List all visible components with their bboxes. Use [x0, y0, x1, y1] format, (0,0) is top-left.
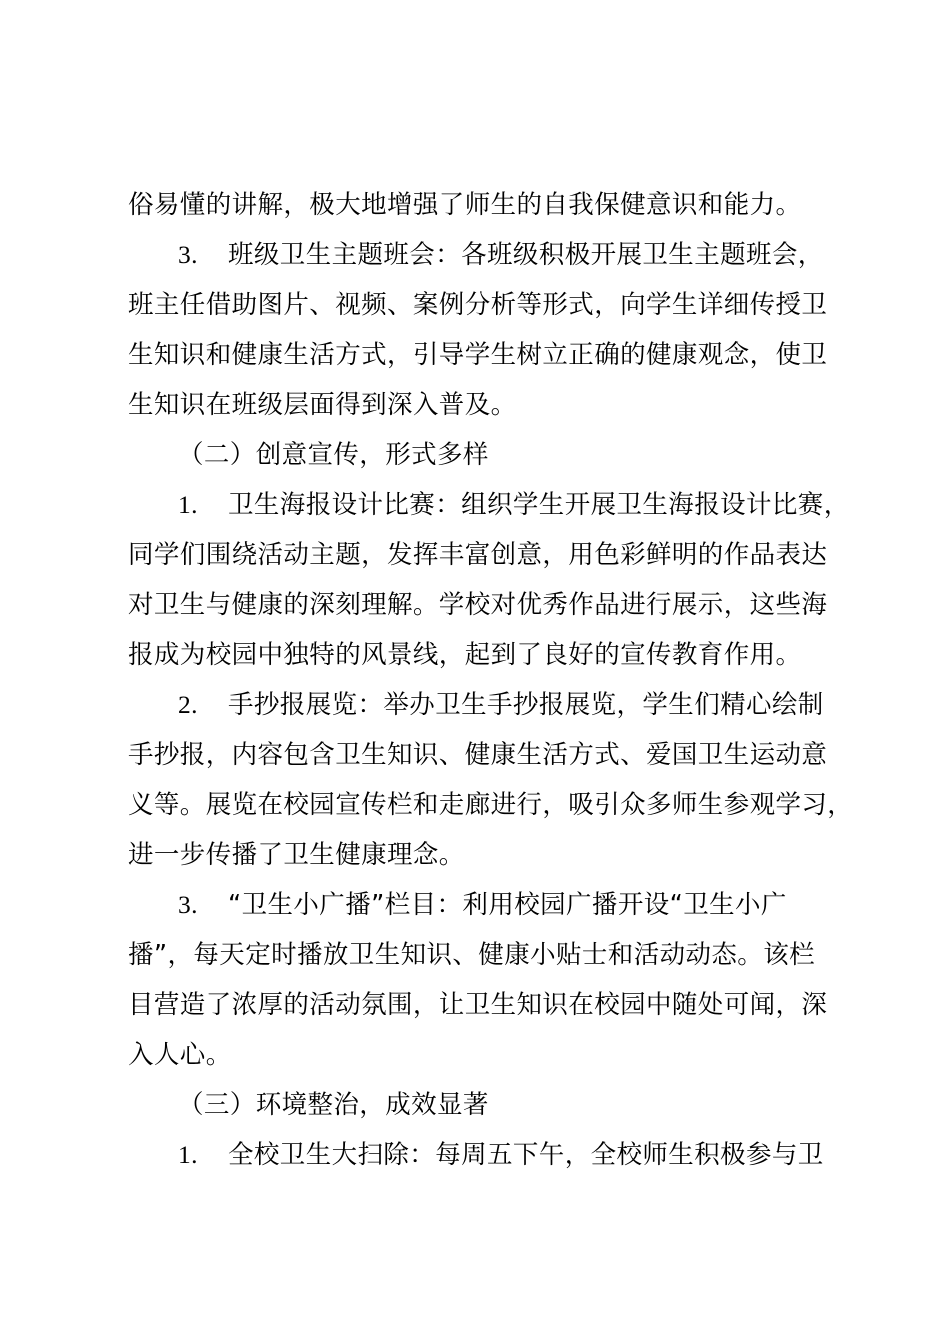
list-item-line: 3. 班级卫生主题班会：各班级积极开展卫生主题班会，: [178, 240, 824, 270]
body-line: 义等。展览在校园宣传栏和走廊进行，吸引众多师生参观学习，: [128, 790, 854, 820]
body-line: 生知识和健康生活方式，引导学生树立正确的健康观念，使卫: [128, 340, 828, 370]
list-item-line: 1. 卫生海报设计比赛：组织学生开展卫生海报设计比赛，: [178, 490, 850, 520]
body-line: 入人心。: [128, 1040, 232, 1070]
list-number: 1.: [178, 1140, 198, 1169]
list-item-line: 3. “卫生小广播”栏目：利用校园广播开设“卫生小广: [178, 890, 787, 920]
body-line: 班主任借助图片、视频、案例分析等形式，向学生详细传授卫: [128, 290, 828, 320]
body-line: 播”，每天定时播放卫生知识、健康小贴士和活动动态。该栏: [128, 940, 816, 970]
list-number: 1.: [178, 490, 198, 519]
list-item-line: 1. 全校卫生大扫除：每周五下午，全校师生积极参与卫: [178, 1140, 824, 1170]
body-line: 目营造了浓厚的活动氛围，让卫生知识在校园中随处可闻，深: [128, 990, 828, 1020]
list-item-line: 2. 手抄报展览：举办卫生手抄报展览，学生们精心绘制: [178, 690, 824, 720]
body-line: 对卫生与健康的深刻理解。学校对优秀作品进行展示，这些海: [128, 590, 828, 620]
section-heading: （二）创意宣传，形式多样: [178, 440, 489, 470]
list-number: 3.: [178, 890, 198, 919]
body-line: 同学们围绕活动主题，发挥丰富创意，用色彩鲜明的作品表达: [128, 540, 828, 570]
section-heading: （三）环境整治，成效显著: [178, 1090, 489, 1120]
body-line: 进一步传播了卫生健康理念。: [128, 840, 465, 870]
body-line: 报成为校园中独特的风景线，起到了良好的宣传教育作用。: [128, 640, 802, 670]
list-number: 3.: [178, 240, 198, 269]
body-line: 俗易懂的讲解，极大地增强了师生的自我保健意识和能力。: [128, 190, 802, 220]
list-number: 2.: [178, 690, 198, 719]
body-line: 生知识在班级层面得到深入普及。: [128, 390, 517, 420]
body-line: 手抄报，内容包含卫生知识、健康生活方式、爱国卫生运动意: [128, 740, 828, 770]
